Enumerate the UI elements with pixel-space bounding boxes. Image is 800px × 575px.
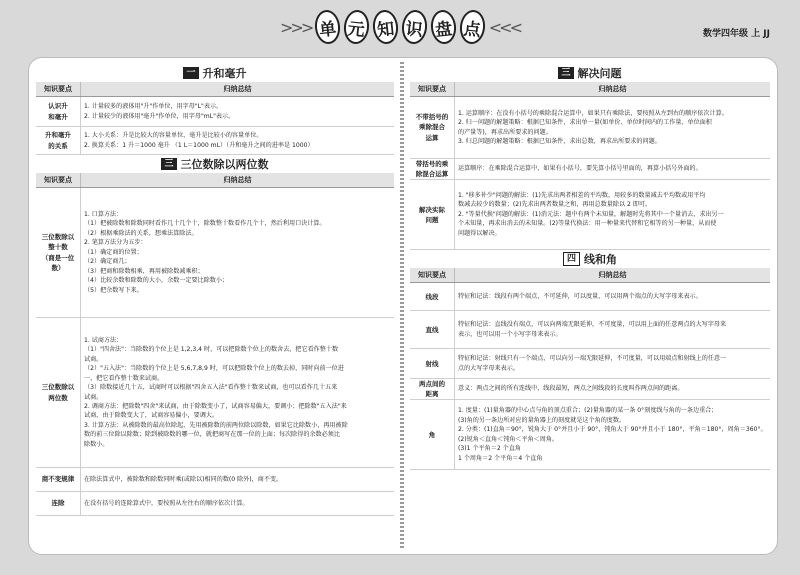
summary-line: (3)角的另一条边所对应的量角器上的刻度就是这个角的度数。 — [458, 416, 626, 424]
section-1 — [36, 64, 394, 155]
key-point — [410, 180, 455, 250]
key-point — [36, 127, 81, 155]
key-header: 知识要点 — [410, 82, 455, 97]
summary-cell — [455, 400, 771, 470]
banner-char: 知 — [371, 9, 399, 45]
section-title-text: 解决问题 — [577, 67, 622, 80]
table-row — [36, 188, 394, 318]
section-title-text: 三位数除以两位数 — [180, 158, 269, 171]
key-line: 整十数 — [48, 243, 68, 252]
summary-header: 归纳总结 — [455, 82, 771, 97]
summary-line: (3)1 个平角＝2 个直角 — [458, 445, 521, 453]
summary-line: （4）比较余数和除数的大小，余数一定要比除数小； — [84, 277, 229, 285]
unit-banner — [280, 6, 520, 48]
section-number: 三 — [161, 158, 176, 170]
section-title-text: 线和角 — [584, 253, 617, 267]
summary-line: （3）除数接近几十五，试商时可以根据"四舍五入法"看作整十数来试商，也可以看作几十五来 — [84, 384, 338, 392]
summary-cell — [81, 188, 395, 318]
key-line: 两位数 — [48, 393, 68, 402]
table-header-row — [36, 173, 394, 188]
summary-line: 除数小。 — [84, 440, 109, 448]
summary-line: （2）根据乘除法的关系，想乘法算除法。 — [84, 229, 198, 237]
summary-cell — [455, 97, 771, 159]
summary-cell — [455, 180, 771, 250]
table-row — [410, 97, 770, 159]
summary-line: （2）确定商几； — [84, 258, 131, 266]
section-number: 四 — [563, 252, 580, 266]
summary-line: 试商。 — [84, 355, 103, 363]
section-number: 三 — [558, 67, 573, 79]
summary-line: 表示，也可以用一个小写字母来表示。 — [458, 330, 562, 338]
summary-line: 2. 调商方法：把除数"四舍"来试商，由于除数变小了，试商容易偏大，要调小；把除数"五入法"来 — [84, 402, 347, 410]
summary-line: (2)锐角＜直角＜钝角＜平角＜周角。 — [458, 435, 559, 443]
banner-char: 点 — [458, 9, 486, 45]
table-row — [410, 379, 770, 400]
summary-line: 在没有括号的连除算式中，要按照从左往右的顺序依次计算。 — [84, 499, 249, 507]
table-header-row — [36, 82, 394, 97]
summary-line: 1. 大小关系：升是比较大的容量单位，毫升是比较小的容量单位。 — [84, 132, 263, 140]
knowledge-table — [410, 82, 770, 250]
summary-cell — [455, 283, 771, 311]
summary-header: 归纳总结 — [81, 82, 395, 97]
summary-line: 点的大写字母来表示。 — [458, 364, 519, 372]
key-point — [410, 349, 455, 379]
key-point — [410, 97, 455, 159]
summary-line: 运算顺序：在乘除混合运算中，如果有小括号，要先算小括号里面的，再算小括号外面的。 — [458, 165, 702, 173]
summary-line: 数的前三位除以除数；除到被除数的哪一位，就把商写在那一位的上面；每次除得的余数必须比 — [84, 431, 340, 439]
key-line: （商是一位数） — [41, 253, 75, 272]
summary-line: 特征和记法：射线只有一个端点，可以向另一端无限延伸，不可度量，可以用端点和射线上的任意一 — [458, 355, 727, 363]
summary-cell — [81, 127, 395, 155]
knowledge-table — [36, 82, 394, 155]
summary-line: 数减去较少的数量；(2)先求出两者数量之和，再用总数量除以 2 即可。 — [458, 201, 652, 209]
key-line: 升和毫升 — [45, 131, 71, 140]
summary-cell — [81, 492, 395, 516]
summary-line: （1）把被除数和除数同时看作几十几个十，除数整十数看作几个十，然后利用口诀计算。 — [84, 220, 326, 228]
summary-line: 意义：两点之间的所有连线中，线段最短，两点之间线段的长度叫作两点间的距离。 — [458, 385, 684, 393]
key-point — [36, 318, 81, 468]
summary-cell — [81, 318, 395, 468]
section-title-text: 升和毫升 — [202, 67, 247, 80]
section-title — [36, 64, 394, 82]
summary-line: 3. 计算方法：从被除数的最高位除起，先用被除数的前两位除以除数，如果它比除数小，再用被除 — [84, 421, 348, 429]
summary-line: 特征和记法：直线没有端点，可以向两端无限延伸，不可度量，可以用上面的任意两点的大写字母来 — [458, 321, 727, 329]
key-line: 带括号的乘 — [415, 160, 449, 168]
key-header: 知识要点 — [36, 173, 81, 188]
key-line: 不带括号的 — [415, 113, 449, 122]
banner-char: 元 — [342, 9, 370, 45]
summary-cell — [455, 349, 771, 379]
key-line: 距离 — [425, 390, 439, 399]
table-row — [410, 400, 770, 470]
summary-cell — [81, 97, 395, 127]
swoosh-right-icon: <<< — [488, 17, 520, 37]
summary-line: 1. 度量：(1)量角器的中心点与角的顶点重合；(2)量角器的某一条 0°刻度线与角的一条边重合； — [458, 407, 718, 415]
summary-line: 2. "等量代换"问题的解法：(1)消元法：题中有两个未知量，解题时先将其中一个量消去，求出另一 — [458, 210, 724, 218]
summary-line: （1）确定商的位置； — [84, 248, 143, 256]
summary-line: 问题得以解决。 — [458, 229, 501, 237]
key-line: 的关系 — [48, 141, 68, 150]
summary-header: 归纳总结 — [455, 268, 771, 283]
summary-line: 3. 归总问题的解题策略：根据已知条件，求出总数，再求出所要求的问题。 — [458, 137, 661, 145]
key-line: 连除 — [51, 499, 65, 508]
key-line: 除混合运算 — [415, 170, 449, 179]
key-line: 两点间的 — [419, 380, 445, 389]
key-point — [410, 159, 455, 180]
summary-line: 个未知量，再求出消去的未知量。(2)等量代换法：用一种量来代替和它相等的另一种量，从而使 — [458, 220, 717, 228]
summary-line: 1 个周角＝2 个平角＝4 个直角 — [458, 454, 543, 462]
table-row — [410, 283, 770, 311]
section-title — [410, 250, 770, 268]
summary-line: 试商，由于除数变大了，试商容易偏小，要调大。 — [84, 412, 219, 420]
table-row — [36, 318, 394, 468]
key-line: 问题 — [425, 215, 439, 224]
knowledge-page — [28, 57, 778, 555]
summary-line: 2. 分类：(1)直角＝90°，锐角大于 0°并且小于 90°，钝角大于 90°并且小于 180°，平角＝180°，周角＝360°。 — [458, 426, 767, 434]
key-point — [410, 400, 455, 470]
key-line: 和毫升 — [48, 112, 68, 121]
summary-line: 2. 换算关系：1 升＝1000 毫升 （1 L＝1000 mL）（升和毫升之间的进率是 1000） — [84, 141, 314, 149]
table-row — [410, 349, 770, 379]
key-line: 三位数除以 — [41, 233, 75, 242]
table-row — [410, 159, 770, 180]
key-line: 解决实际 — [419, 205, 445, 214]
right-column — [410, 64, 770, 470]
key-header: 知识要点 — [36, 82, 81, 97]
key-line: 角 — [428, 430, 436, 439]
key-point — [36, 188, 81, 318]
swoosh-left-icon: >>> — [280, 17, 312, 37]
key-line: 射线 — [425, 359, 439, 368]
summary-line: 2. 计量较少的液体用"毫升"作单位，用字母"mL"表示。 — [84, 112, 235, 120]
key-line: 认识升 — [48, 102, 68, 111]
table-header-row — [410, 82, 770, 97]
section-2 — [36, 155, 394, 516]
table-row — [36, 97, 394, 127]
key-line: 商不变规律 — [41, 475, 75, 484]
summary-cell — [81, 468, 395, 492]
key-header: 知识要点 — [410, 268, 455, 283]
summary-line: 在除法算式中，被除数和除数同时乘(或除以)相同的数(0 除外)，商不变。 — [84, 475, 283, 483]
summary-line: 1. 口算方法： — [84, 211, 123, 219]
banner-char: 单 — [314, 9, 342, 45]
section-number: 一 — [183, 67, 198, 79]
summary-line: 1. "移多补少"问题的解法：(1)先求出两者相差的平均数，用较多的数量减去平均数或用平均 — [458, 192, 706, 200]
summary-line: 特征和记法：线段有两个端点，不可延伸，可以度量，可以用两个端点的大写字母来表示。 — [458, 292, 702, 300]
summary-header: 归纳总结 — [81, 173, 395, 188]
section-3 — [410, 64, 770, 250]
summary-line: 一，把它看作整十数来试商。 — [84, 374, 164, 382]
section-title — [36, 155, 394, 173]
knowledge-table — [410, 268, 770, 470]
summary-line: 的产量等)，再求出所要求的问题。 — [458, 128, 552, 136]
banner-char: 识 — [400, 9, 428, 45]
summary-line: （1）"四舍法"：当除数的个位上是 1,2,3,4 时，可以把除数个位上的数舍去，把它看作整十数 — [84, 346, 339, 354]
table-row — [36, 492, 394, 516]
key-line: 线段 — [425, 292, 439, 301]
table-row — [36, 468, 394, 492]
summary-line: 2. 笔算方法分为五步： — [84, 239, 147, 247]
key-line: 运算 — [425, 133, 439, 142]
summary-line: （3）把商和除数相乘，再用被除数减乘积； — [84, 267, 204, 275]
key-line: 乘除混合 — [419, 123, 445, 132]
key-point — [36, 492, 81, 516]
summary-line: 试商。 — [84, 393, 103, 401]
grade-label: 数学四年级 上 JJ — [703, 29, 770, 39]
key-point — [410, 379, 455, 400]
summary-line: 1. 试商方法： — [84, 336, 123, 344]
summary-line: 1. 计量较多的液体用"升"作单位，用字母"L"表示。 — [84, 103, 223, 111]
summary-line: （5）把余数写下来。 — [84, 286, 143, 294]
key-point — [36, 97, 81, 127]
table-row — [36, 127, 394, 155]
key-line: 直线 — [425, 325, 439, 334]
section-title — [410, 64, 770, 82]
banner-char: 盘 — [429, 9, 457, 45]
table-row — [410, 180, 770, 250]
summary-cell — [455, 311, 771, 349]
summary-line: （2）"五入法"：当除数的个位上是 5,6,7,8,9 时，可以把除数个位上的数去掉，同时向前一位进 — [84, 365, 344, 373]
key-point — [410, 311, 455, 349]
key-point — [410, 283, 455, 311]
key-point — [36, 468, 81, 492]
summary-line: 1. 运算顺序：在没有小括号的乘除混合运算中，如果只有乘除法，要按照从左到右的顺序依次计算。 — [458, 109, 728, 117]
summary-line: 2. 归一问题的解题策略：根据已知条件，求出单一量(如单价、单位时间内的工作量、单位面积 — [458, 119, 712, 127]
table-row — [410, 311, 770, 349]
left-column — [36, 64, 394, 516]
key-line: 三位数除以 — [41, 383, 75, 392]
summary-cell — [455, 379, 771, 400]
knowledge-table — [36, 173, 394, 516]
section-4 — [410, 250, 770, 470]
summary-cell — [455, 159, 771, 180]
table-header-row — [410, 268, 770, 283]
